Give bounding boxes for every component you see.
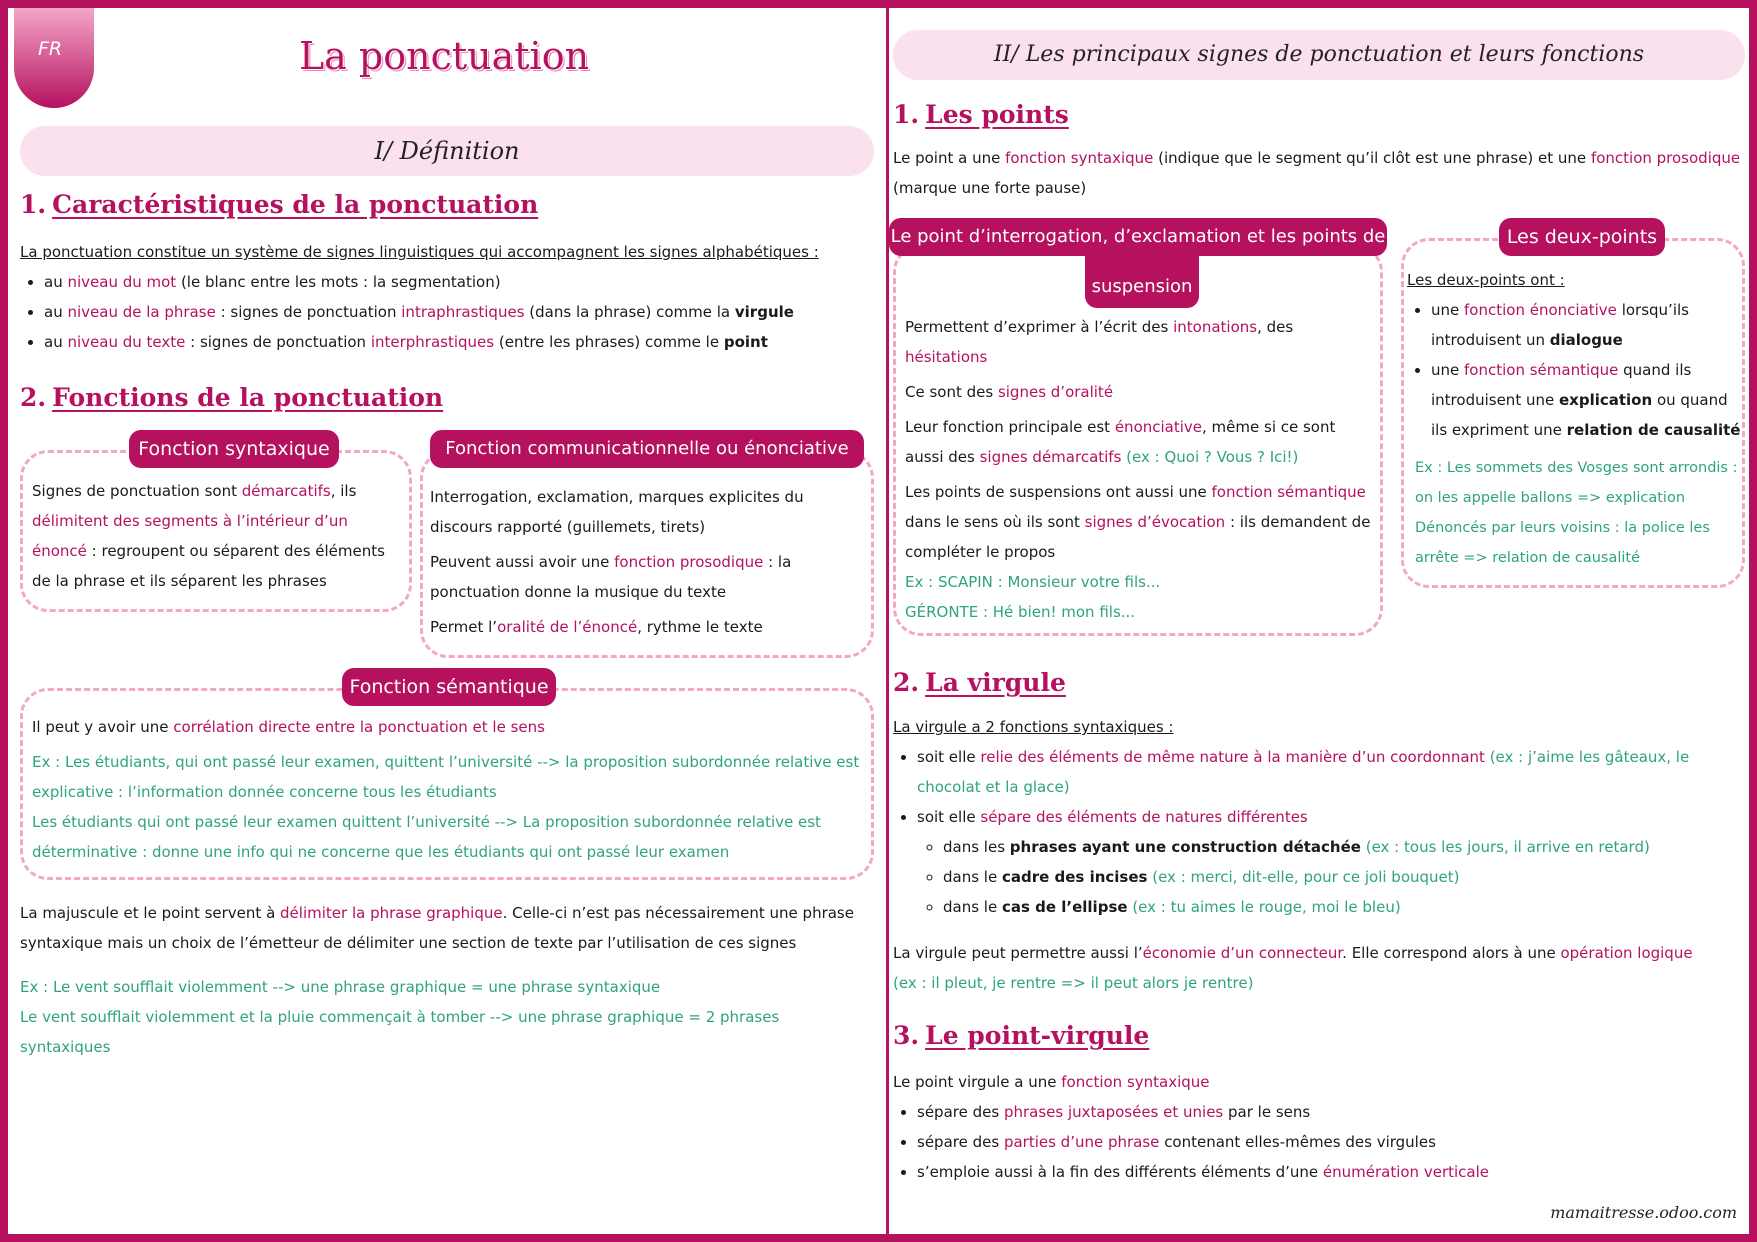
virgule-body: La virgule a 2 fonctions syntaxiques : • soit elle relie des éléments de même nature à la manière d’un coordonnant (ex : j’aime les gâteaux, le chocolat et la glace) • soit elle sépare des éléments de natures différentes ◦ dans les phrases ayant une construction détachée (ex : tous les jours, il arrive en retard) ◦ dans le cadre des incises (ex : merci, dit-elle, pour ce joli bouquet) ◦ dans le cas de l’ellipse (ex : tu aimes le rouge, moi le bleu) (893, 712, 1745, 922)
box-title-semantique: Fonction sémantique (342, 668, 556, 706)
box-title-syntaxique: Fonction syntaxique (129, 430, 339, 468)
heading-number: 2. (20, 383, 47, 412)
point-virgule-body: Le point virgule a une fonction syntaxique • sépare des phrases juxtaposées et unies par le sens • sépare des parties d’une phrase contenant elles-mêmes des virgules • s’emploie aussi à la fin des différents éléments d’une énumération verticale (893, 1067, 1745, 1187)
box-title-deux-points: Les deux-points (1499, 218, 1665, 256)
list-item: ◦ dans le cas de l’ellipse (ex : tu aimes le rouge, moi le bleu) (943, 892, 1745, 922)
points-paragraph: Le point a une fonction syntaxique (indique que le segment qu’il clôt est une phrase) et une fonction prosodique (marque une forte pause) (893, 149, 1741, 197)
heading-caracteristiques (20, 190, 538, 219)
box-title-interrogation-1: Le point d’interrogation, d’exclamation et les points de (889, 218, 1387, 256)
list-item: • au niveau de la phrase : signes de ponctuation intraphrastiques (dans la phrase) comme la virgule (44, 297, 870, 327)
section-banner-signes: II/ Les principaux signes de ponctuation et leurs fonctions (893, 30, 1745, 80)
heading-number: 2. (893, 668, 920, 697)
phrase-graphique-paragraph: La majuscule et le point servent à délimiter la phrase graphique. Celle-ci n’est pas nécessairement une phrase syntaxique mais un choix de l’émetteur de délimiter une section de texte par l’utilisation de ces signes (20, 904, 854, 952)
badge-label: FR (38, 38, 63, 60)
list-item: • soit elle sépare des éléments de natures différentes ◦ dans les phrases ayant une construction détachée (ex : tous les jours, il arrive en retard) ◦ dans le cadre des incises (ex : merci, dit-elle, pour ce joli bouquet) ◦ dans le cas de l’ellipse (ex : tu aimes le rouge, moi le bleu) (917, 802, 1745, 922)
page-title: La ponctuation (298, 34, 590, 78)
list-item: • sépare des phrases juxtaposées et unies par le sens (917, 1097, 1745, 1127)
list-item: • s’emploie aussi à la fin des différents éléments d’une énumération verticale (917, 1157, 1745, 1187)
semantique-body: Il peut y avoir une corrélation directe entre la ponctuation et le sens Ex : Les étudiants, qui ont passé leur examen, quittent l’université --> la proposition subordonnée relative est explicative : l’information donnée concerne tous les étudiants Les étudiants qui ont passé leur examen quittent l’université --> La proposition subordonnée relative est déterminative : donne une info qui ne concerne que les étudiants qui ont passé leur examen (32, 718, 860, 861)
heading-points (893, 100, 1069, 129)
box-title-interrogation-2: suspension (1085, 256, 1199, 308)
phrase-graphique-examples: Ex : Le vent soufflait violemment --> une phrase graphique = une phrase syntaxique Le vent soufflait violemment et la pluie commençait à tomber --> une phrase graphique = 2 phrases syntaxiques (20, 978, 780, 1056)
heading-fonctions (20, 383, 443, 412)
list-item: • une fonction énonciative lorsqu’ils introduisent un dialogue (1431, 295, 1741, 355)
caracteristiques-body (20, 237, 870, 357)
box-title-communicationnelle: Fonction communicationnelle ou énonciative (430, 430, 864, 468)
list-item: ◦ dans les phrases ayant une construction détachée (ex : tous les jours, il arrive en retard) (943, 832, 1745, 862)
interrogation-body: Permettent d’exprimer à l’écrit des intonations, des hésitations Ce sont des signes d’oralité Leur fonction principale est énonciative, même si ce sont aussi des signes démarcatifs (ex : Quoi ? Vous ? Ici!) Les points de suspensions ont aussi une fonction sémantique dans le sens où ils sont signes d’évocation : ils demandent de compléter le propos Ex : SCAPIN : Monsieur votre fils... GÉRONTE : Hé bien! mon fils... (905, 318, 1371, 621)
heading-text: Caractéristiques de la ponctuation (52, 190, 539, 219)
heading-number: 1. (893, 100, 920, 129)
heading-text: Fonctions de la ponctuation (52, 383, 444, 412)
section-banner-definition: I/ Définition (20, 126, 874, 176)
virgule-paragraph: La virgule peut permettre aussi l’économie d’un connecteur. Elle correspond alors à une opération logique (ex : il pleut, je rentre => il peut alors je rentre) (893, 944, 1693, 992)
list-item: • soit elle relie des éléments de même nature à la manière d’un coordonnant (ex : j’aime les gâteaux, le chocolat et la glace) (917, 742, 1745, 802)
syntaxique-body: Signes de ponctuation sont démarcatifs, ils délimitent des segments à l’intérieur d’un énoncé : regroupent ou séparent des éléments de la phrase et ils séparent les phrases (32, 482, 385, 590)
communicationnelle-body: Interrogation, exclamation, marques explicites du discours rapporté (guillemets, tirets) Peuvent aussi avoir une fonction prosodique : la ponctuation donne la musique du texte Permet l’oralité de l’énoncé, rythme le texte (430, 488, 804, 636)
list-item: • sépare des parties d’une phrase contenant elles-mêmes des virgules (917, 1127, 1745, 1157)
caracteristiques-intro: La ponctuation constitue un système de signes linguistiques qui accompagnent les signes alphabétiques : (20, 243, 819, 261)
column-divider (886, 8, 889, 1234)
heading-text: La virgule (925, 668, 1066, 697)
caracteristiques-list (20, 267, 870, 357)
footer-website: mamaitresse.odoo.com (1550, 1203, 1737, 1222)
heading-text: Le point-virgule (925, 1021, 1150, 1050)
list-item: • au niveau du mot (le blanc entre les mots : la segmentation) (44, 267, 870, 297)
heading-point-virgule (893, 1021, 1149, 1050)
list-item: ◦ dans le cadre des incises (ex : merci, dit-elle, pour ce joli bouquet) (943, 862, 1745, 892)
list-item: • une fonction sémantique quand ils introduisent une explication ou quand ils expriment une relation de causalité (1431, 355, 1741, 445)
list-item: • au niveau du texte : signes de ponctuation interphrastiques (entre les phrases) comme le point (44, 327, 870, 357)
heading-number: 1. (20, 190, 47, 219)
heading-number: 3. (893, 1021, 920, 1050)
heading-text: Les points (925, 100, 1069, 129)
heading-virgule (893, 668, 1066, 697)
deux-points-body: Les deux-points ont : • une fonction énonciative lorsqu’ils introduisent un dialogue • une fonction sémantique quand ils introduisent une explication ou quand ils expriment une relation de causalité Ex : Les sommets des Vosges sont arrondis : on les appelle ballons => explication Dénoncés par leurs voisins : la police les arrête => relation de causalité (1407, 265, 1741, 573)
